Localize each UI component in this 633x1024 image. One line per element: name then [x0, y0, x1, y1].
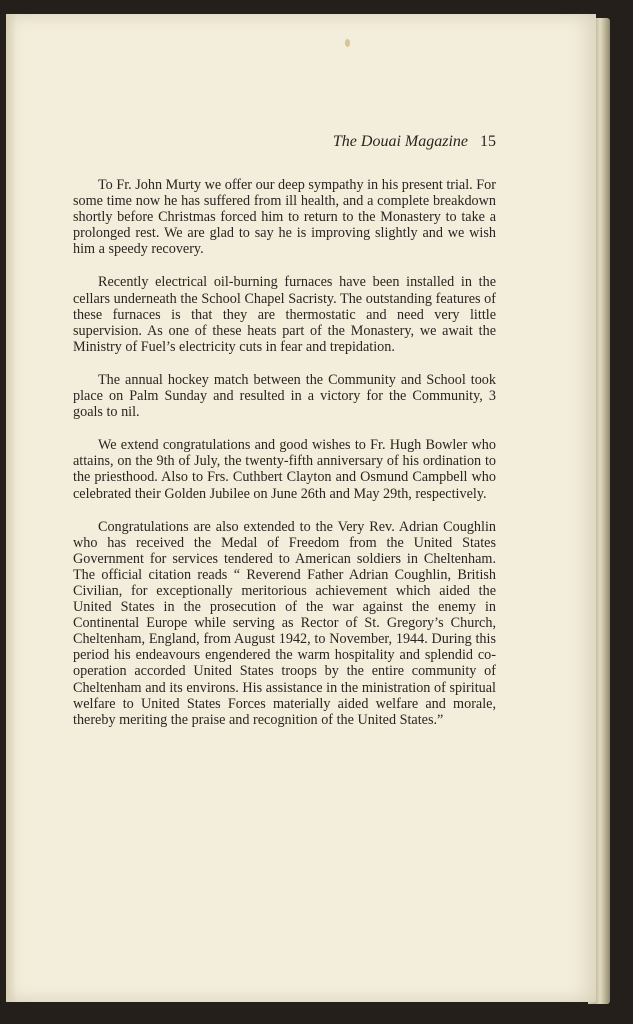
page-number: 15 — [480, 133, 496, 150]
paragraph-medal-of-freedom: Congratulations are also extended to the Very Rev. Adrian Coughlin who has received the Medal of Freedom from the United States Government for services tendered to American soldiers in Cheltenham. The official citation reads “ Reverend Father Adrian Coughlin, British Civilian, for exceptionally meritorious achievement which aided the United States in the prosecution of the war against the enemy in Continental Europe while serving as Rector of St. Gregory’s Church, Cheltenham, England, from August 1942, to November, 1944. During this period his endeavours engendered the warm hospitality and splendid co-operation accorded United States troops by the entire community of Cheltenham and its environs. His assistance in the ministration of spiritual welfare to United States Forces materially aided welfare and morale, thereby meriting the praise and recognition of the United States.” — [73, 518, 496, 728]
magazine-page — [6, 14, 596, 1002]
paragraph-hockey: The annual hockey match between the Community and School took place on Palm Sunday and resulted in a victory for the Community, 3 goals to nil. — [73, 371, 496, 421]
running-header — [6, 133, 496, 151]
paragraph-congratulations: We extend congratulations and good wishes to Fr. Hugh Bowler who attains, on the 9th of July, the twenty-fifth anniversary of his ordination to the priesthood. Also to Frs. Cuthbert Clayton and Osmund Campbell who celebrated their Golden Jubilee on June 26th and May 29th, respectively. — [73, 437, 496, 502]
article-body — [73, 177, 496, 745]
paper-blemish — [345, 39, 350, 47]
paragraph-furnaces: Recently electrical oil-burning furnaces have been installed in the cellars underneath the School Chapel Sacristy. The outstanding features of these furnaces is that they are thermostatic and need very little supervision. As one of these heats part of the Monastery, we await the Ministry of Fuel’s electricity cuts in fear and trepidation. — [73, 274, 496, 355]
paragraph-murty: To Fr. John Murty we offer our deep sympathy in his present trial. For some time now he has suffered from ill health, and a complete breakdown shortly before Christmas forced him to return to the Monastery to take a prolonged rest. We are glad to say he is improving slightly and we wish him a speedy recovery. — [73, 177, 496, 258]
binding-shadow — [6, 14, 16, 1002]
magazine-title: The Douai Magazine — [332, 133, 468, 150]
